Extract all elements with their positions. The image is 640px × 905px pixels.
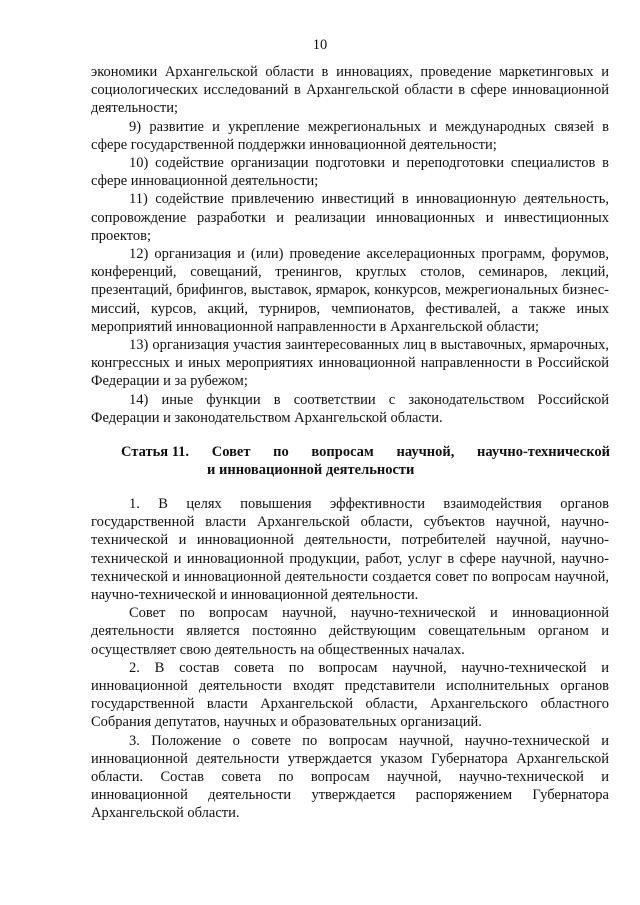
- article-title-word: научной,: [396, 444, 455, 460]
- list-item: 9) развитие и укрепление межрегиональных и международных связей в сфере государственной поддержки инновационной деятельности;: [91, 118, 609, 153]
- article-paragraph: 2. В состав совета по вопросам научной, научно-технической и инновационной деятельности входят представители исполнительных органов государственной власти Архангельской области, Архангельского областного Собрания депутатов, научных и образовательных организаций.: [91, 659, 609, 731]
- article-heading: [121, 443, 610, 479]
- list-item: 11) содействие привлечению инвестиций в инновационную деятельность, сопровождение разработки и реализации инновационных и инвестиционных проектов;: [91, 191, 609, 244]
- article-paragraph: 3. Положение о совете по вопросам научной, научно-технической и инновационной деятельности утверждается указом Губернатора Архангельской области. Состав совета по вопросам научной, научно-технической и инновационной деятельности утверждается распоряжением Губернатора Архангельской области.: [91, 732, 609, 822]
- list-item: 13) организация участия заинтересованных лиц в выставочных, ярмарочных, конгрессных и иных мероприятиях инновационной направленности в Российской Федерации и за рубежом;: [91, 337, 609, 390]
- article-title-word: Совет: [211, 444, 251, 460]
- continuation-paragraph: экономики Архангельской области в инновациях, проведение маркетинговых и социологических исследований в Архангельской области в сфере инновационной деятельности;: [91, 64, 609, 117]
- article-heading-line1: [121, 443, 610, 461]
- article-heading-line2: и инновационной деятельности: [207, 462, 415, 479]
- article-title-word: научно-технической: [477, 444, 610, 460]
- list-item: 12) организация и (или) проведение акселерационных программ, форумов, конференций, совещаний, тренингов, круглых столов, семинаров, лекций, презентаций, брифингов, выставок, ярмарок, конкурсов, межрегиональных бизнес-миссий, курсов, акций, турниров, чемпионатов, фестивалей, а также иных мероприятий инновационной направленности в Архангельской области;: [91, 246, 609, 335]
- article-body: [91, 495, 609, 823]
- article-title-word: вопросам: [311, 444, 374, 460]
- article-number: Статья 11.: [121, 444, 190, 460]
- article-paragraph: 1. В целях повышения эффективности взаимодействия органов государственной власти Архангельской области, субъектов научной, научно-технической и инновационной деятельности, потребителей научной, научно-технической и инновационной продукции, работ, услуг в сфере научной, научно-технической и инновационной деятельности создается совет по вопросам научной, научно-технической и инновационной деятельности.: [91, 496, 609, 604]
- list-item: 10) содействие организации подготовки и переподготовки специалистов в сфере инновационной деятельности;: [91, 155, 609, 190]
- article-paragraph: Совет по вопросам научной, научно-технической и инновационной деятельности является постоянно действующим совещательным органом и осуществляет свою деятельность на общественных началах.: [91, 605, 609, 658]
- page-number: 10: [312, 37, 328, 53]
- functions-list: [91, 63, 609, 427]
- article-title-word: по: [273, 444, 289, 460]
- list-item: 14) иные функции в соответствии с законодательством Российской Федерации и законодательством Архангельской области.: [91, 391, 609, 426]
